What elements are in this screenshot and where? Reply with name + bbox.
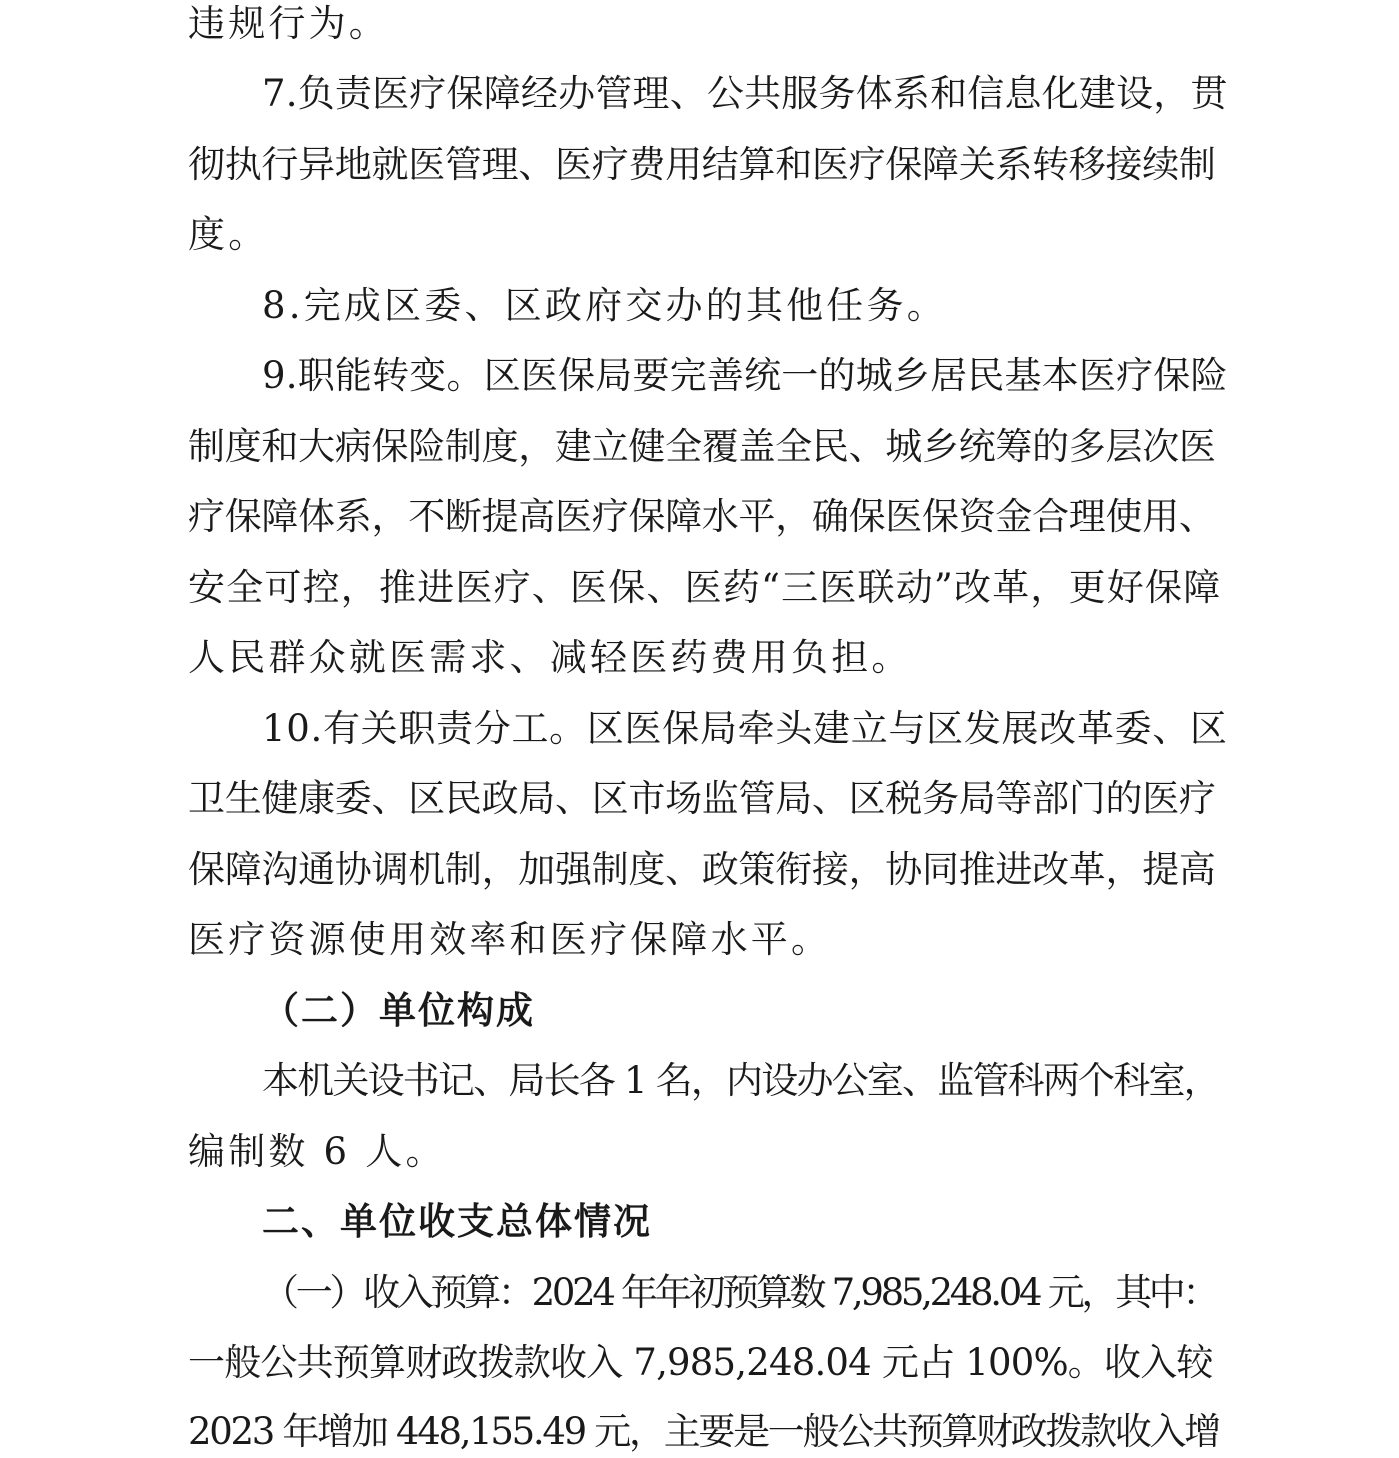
text-line: 疗保障体系，不断提高医疗保障水平，确保医保资金合理使用、 (188, 495, 1216, 538)
text-line: 2023 年增加 448,155.49 元，主要是一般公共预算财政拨款收入增 (188, 1410, 1219, 1453)
text-line: 医疗资源使用效率和医疗保障水平。 (188, 918, 832, 961)
text-line: 保障沟通协调机制，加强制度、政策衔接，协同推进改革，提高 (188, 848, 1216, 891)
text-line: 人民群众就医需求、减轻医药费用负担。 (188, 636, 912, 679)
text-line: 8.完成区委、区政府交办的其他任务。 (262, 284, 947, 327)
text-line: 9.职能转变。区医保局要完善统一的城乡居民基本医疗保险 (262, 354, 1228, 397)
text-line: （一）收入预算：2024 年年初预算数 7,985,248.04 元，其中： (262, 1271, 1217, 1314)
text-line: 卫生健康委、区民政局、区市场监管局、区税务局等部门的医疗 (188, 777, 1216, 820)
text-line: 7.负责医疗保障经办管理、公共服务体系和信息化建设，贯 (262, 72, 1228, 115)
text-line: 编制数 6 人。 (188, 1130, 446, 1173)
text-line: 制度和大病保险制度，建立健全覆盖全民、城乡统筹的多层次医 (188, 425, 1216, 468)
section-subheading: （二）单位构成 (262, 989, 535, 1032)
text-line: 一般公共预算财政拨款收入 7,985,248.04 元占 100%。收入较 (188, 1341, 1213, 1384)
text-line: 本机关设书记、局长各 1 名，内设办公室、监管科两个科室， (262, 1059, 1219, 1102)
text-line: 度。 (188, 213, 269, 256)
text-line: 违规行为。 (188, 2, 389, 45)
section-heading: 二、单位收支总体情况 (262, 1200, 652, 1243)
text-line: 10.有关职责分工。区医保局牵头建立与区发展改革委、区 (262, 707, 1228, 750)
text-line: 安全可控，推进医疗、医保、医药“三医联动”改革，更好保障 (188, 566, 1222, 609)
text-line: 彻执行异地就医管理、医疗费用结算和医疗保障关系转移接续制 (188, 143, 1216, 186)
